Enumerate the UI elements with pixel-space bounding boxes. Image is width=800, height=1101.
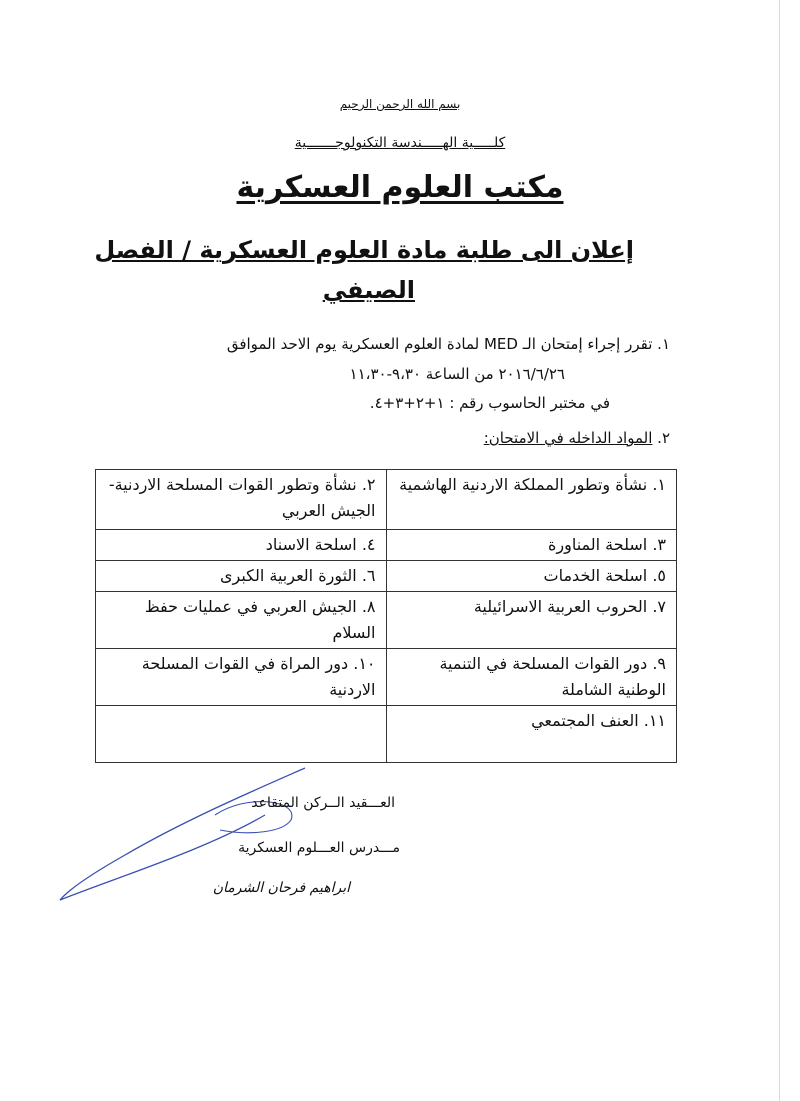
table-row bbox=[96, 592, 677, 649]
item-1-line-1: ١. تقرر إجراء إمتحان الـ MED لمادة العلوم العسكرية يوم الاحد الموافق bbox=[226, 335, 670, 353]
signature-rank: العـــقيد الــركن المتقاعد bbox=[251, 795, 395, 811]
table-cell: ٥. اسلحة الخدمات bbox=[386, 561, 677, 592]
table-row bbox=[96, 706, 677, 763]
table-row bbox=[96, 530, 677, 561]
table-cell: ٢. نشأة وتطور القوات المسلحة الاردنية- الجيش العربي bbox=[96, 470, 387, 530]
item-1-line-3: في مختبر الحاسوب رقم : ١+٢+٣+٤. bbox=[369, 394, 610, 412]
table-cell bbox=[96, 706, 387, 763]
college-name: كلـــــية الهـــــندسة التكنولوجـــــــية bbox=[294, 135, 506, 151]
announcement-title-line2: الصيفي bbox=[322, 276, 415, 304]
item-1-line-2: ٢٠١٦/٦/٢٦ من الساعة ٩،٣٠-١١،٣٠ bbox=[349, 365, 565, 383]
table-row bbox=[96, 470, 677, 530]
item-2-label: المواد الداخله في الامتحان: bbox=[483, 429, 653, 447]
table-cell: ١١. العنف المجتمعي bbox=[386, 706, 677, 763]
item-2-heading bbox=[484, 429, 670, 447]
table-row bbox=[96, 561, 677, 592]
item-2-number: ٢. bbox=[657, 429, 670, 447]
table-cell: ٦. الثورة العربية الكبرى bbox=[96, 561, 387, 592]
table-row bbox=[96, 649, 677, 706]
basmala: بسم الله الرحمن الرحيم bbox=[339, 97, 461, 111]
page-edge bbox=[779, 0, 780, 1101]
announcement-title-line1: إعلان الى طلبة مادة العلوم العسكرية / الفصل bbox=[94, 236, 634, 264]
table-cell: ١٠. دور المراة في القوات المسلحة الاردنية bbox=[96, 649, 387, 706]
signature-name: ابراهيم فرحان الشرمان bbox=[212, 880, 350, 896]
signature-role: مـــدرس العـــلوم العسكرية bbox=[238, 840, 400, 856]
table-cell: ٩. دور القوات المسلحة في التنمية الوطنية الشاملة bbox=[386, 649, 677, 706]
table-cell: ١. نشأة وتطور المملكة الاردنية الهاشمية bbox=[386, 470, 677, 530]
office-title: مكتب العلوم العسكرية bbox=[236, 170, 564, 205]
subjects-table bbox=[95, 469, 677, 763]
table-cell: ٤. اسلحة الاسناد bbox=[96, 530, 387, 561]
table-cell: ٨. الجيش العربي في عمليات حفظ السلام bbox=[96, 592, 387, 649]
table-cell: ٧. الحروب العربية الاسرائيلية bbox=[386, 592, 677, 649]
table-cell: ٣. اسلحة المناورة bbox=[386, 530, 677, 561]
